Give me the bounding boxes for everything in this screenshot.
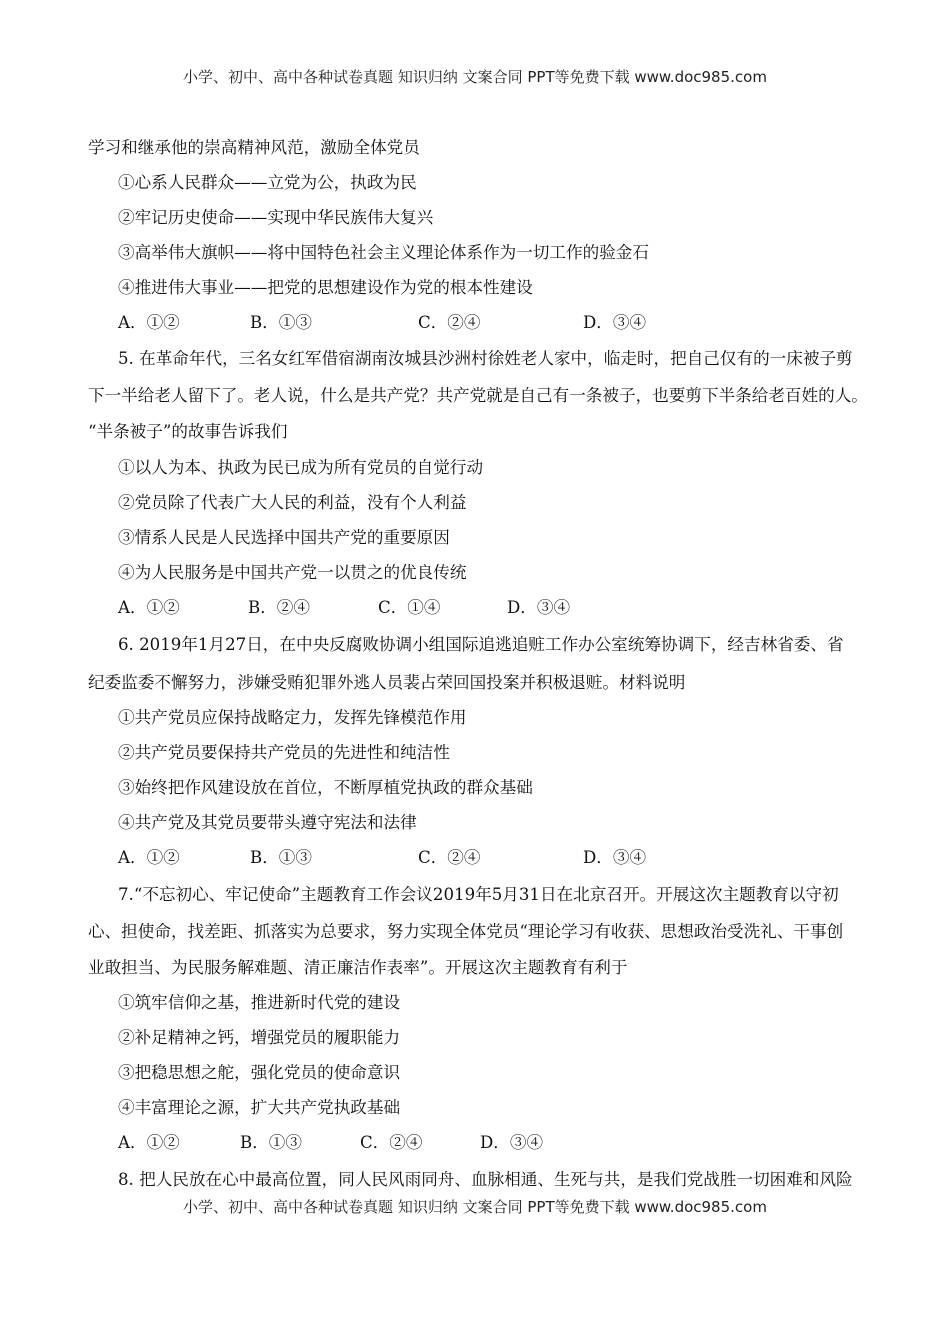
q6-option-c: C．②④	[418, 848, 481, 867]
q7-option-a: A．①②	[118, 1133, 180, 1152]
q6-stem-line-2: 纪委监委不懈努力，涉嫌受贿犯罪外逃人员裴占荣回国投案并积极退赃。材料说明	[88, 673, 686, 692]
q4-item-4: ④推进伟大事业——把党的思想建设作为党的根本性建设	[118, 278, 533, 297]
q7-stem-line-3: 业敢担当、为民服务解难题、清正廉洁作表率”。开展这次主题教育有利于	[88, 958, 628, 977]
q4-option-d: D．③④	[583, 313, 647, 332]
q6-item-2: ②共产党员要保持共产党员的先进性和纯洁性	[118, 743, 450, 762]
q4-option-c: C．②④	[418, 313, 481, 332]
q5-option-d: D．③④	[507, 598, 571, 617]
q4-option-a: A．①②	[118, 313, 180, 332]
q5-item-3: ③情系人民是人民选择中国共产党的重要原因	[118, 528, 450, 547]
q5-stem-line-3: “半条被子”的故事告诉我们	[88, 422, 288, 441]
q7-option-c: C．②④	[360, 1133, 423, 1152]
q6-option-b: B．①③	[250, 848, 312, 867]
q5-option-b: B．②④	[248, 598, 310, 617]
q7-option-d: D．③④	[480, 1133, 544, 1152]
q5-item-1: ①以人为本、执政为民已成为所有党员的自觉行动	[118, 458, 484, 477]
q7-stem-line-2: 心、担使命，找差距、抓落实为总要求，努力实现全体党员“理论学习有收获、思想政治受洗礼、干事创	[88, 922, 844, 941]
q5-item-2: ②党员除了代表广大人民的利益，没有个人利益	[118, 493, 467, 512]
q7-option-b: B．①③	[240, 1133, 302, 1152]
q4-option-b: B．①③	[250, 313, 312, 332]
q4-item-3: ③高举伟大旗帜——将中国特色社会主义理论体系作为一切工作的验金石	[118, 243, 649, 262]
page-footer-banner: 小学、初中、高中各种试卷真题 知识归纳 文案合同 PPT等免费下载 www.doc985.com	[183, 1198, 767, 1216]
q4-item-1: ①心系人民群众——立党为公，执政为民	[118, 173, 417, 192]
q6-option-a: A．①②	[118, 848, 180, 867]
q6-item-4: ④共产党及其党员要带头遵守宪法和法律	[118, 813, 417, 832]
q5-stem-line-1: 5. 在革命年代，三名女红军借宿湖南汝城县沙洲村徐姓老人家中，临走时，把自己仅有的一床被子剪	[118, 349, 853, 368]
q5-stem-line-2: 下一半给老人留下了。老人说，什么是共产党？共产党就是自己有一条被子，也要剪下半条给老百姓的人。	[88, 386, 868, 405]
q5-option-c: C．①④	[378, 598, 441, 617]
q8-stem-line-1: 8. 把人民放在心中最高位置，同人民风雨同舟、血脉相通、生死与共，是我们党战胜一切困难和风险	[118, 1170, 853, 1189]
page-header-banner: 小学、初中、高中各种试卷真题 知识归纳 文案合同 PPT等免费下载 www.doc985.com	[183, 68, 767, 86]
q7-item-2: ②补足精神之钙，增强党员的履职能力	[118, 1028, 401, 1047]
q5-option-a: A．①②	[118, 598, 180, 617]
q5-item-4: ④为人民服务是中国共产党一以贯之的优良传统	[118, 563, 467, 582]
q7-item-3: ③把稳思想之舵，强化党员的使命意识	[118, 1063, 401, 1082]
q7-item-4: ④丰富理论之源，扩大共产党执政基础	[118, 1098, 401, 1117]
q4-stem: 学习和继承他的崇高精神风范，激励全体党员	[88, 138, 420, 157]
q6-item-1: ①共产党员应保持战略定力，发挥先锋模范作用	[118, 708, 467, 727]
q7-stem-line-1: 7.“不忘初心、牢记使命”主题教育工作会议2019年5月31日在北京召开。开展这次主题教育以守初	[118, 885, 839, 904]
q7-item-1: ①筑牢信仰之基，推进新时代党的建设	[118, 993, 401, 1012]
q6-option-d: D．③④	[583, 848, 647, 867]
q6-item-3: ③始终把作风建设放在首位，不断厚植党执政的群众基础	[118, 778, 533, 797]
q4-item-2: ②牢记历史使命——实现中华民族伟大复兴	[118, 208, 434, 227]
q6-stem-line-1: 6. 2019年1月27日，在中央反腐败协调小组国际追逃追赃工作办公室统筹协调下，经吉林省委、省	[118, 635, 844, 654]
